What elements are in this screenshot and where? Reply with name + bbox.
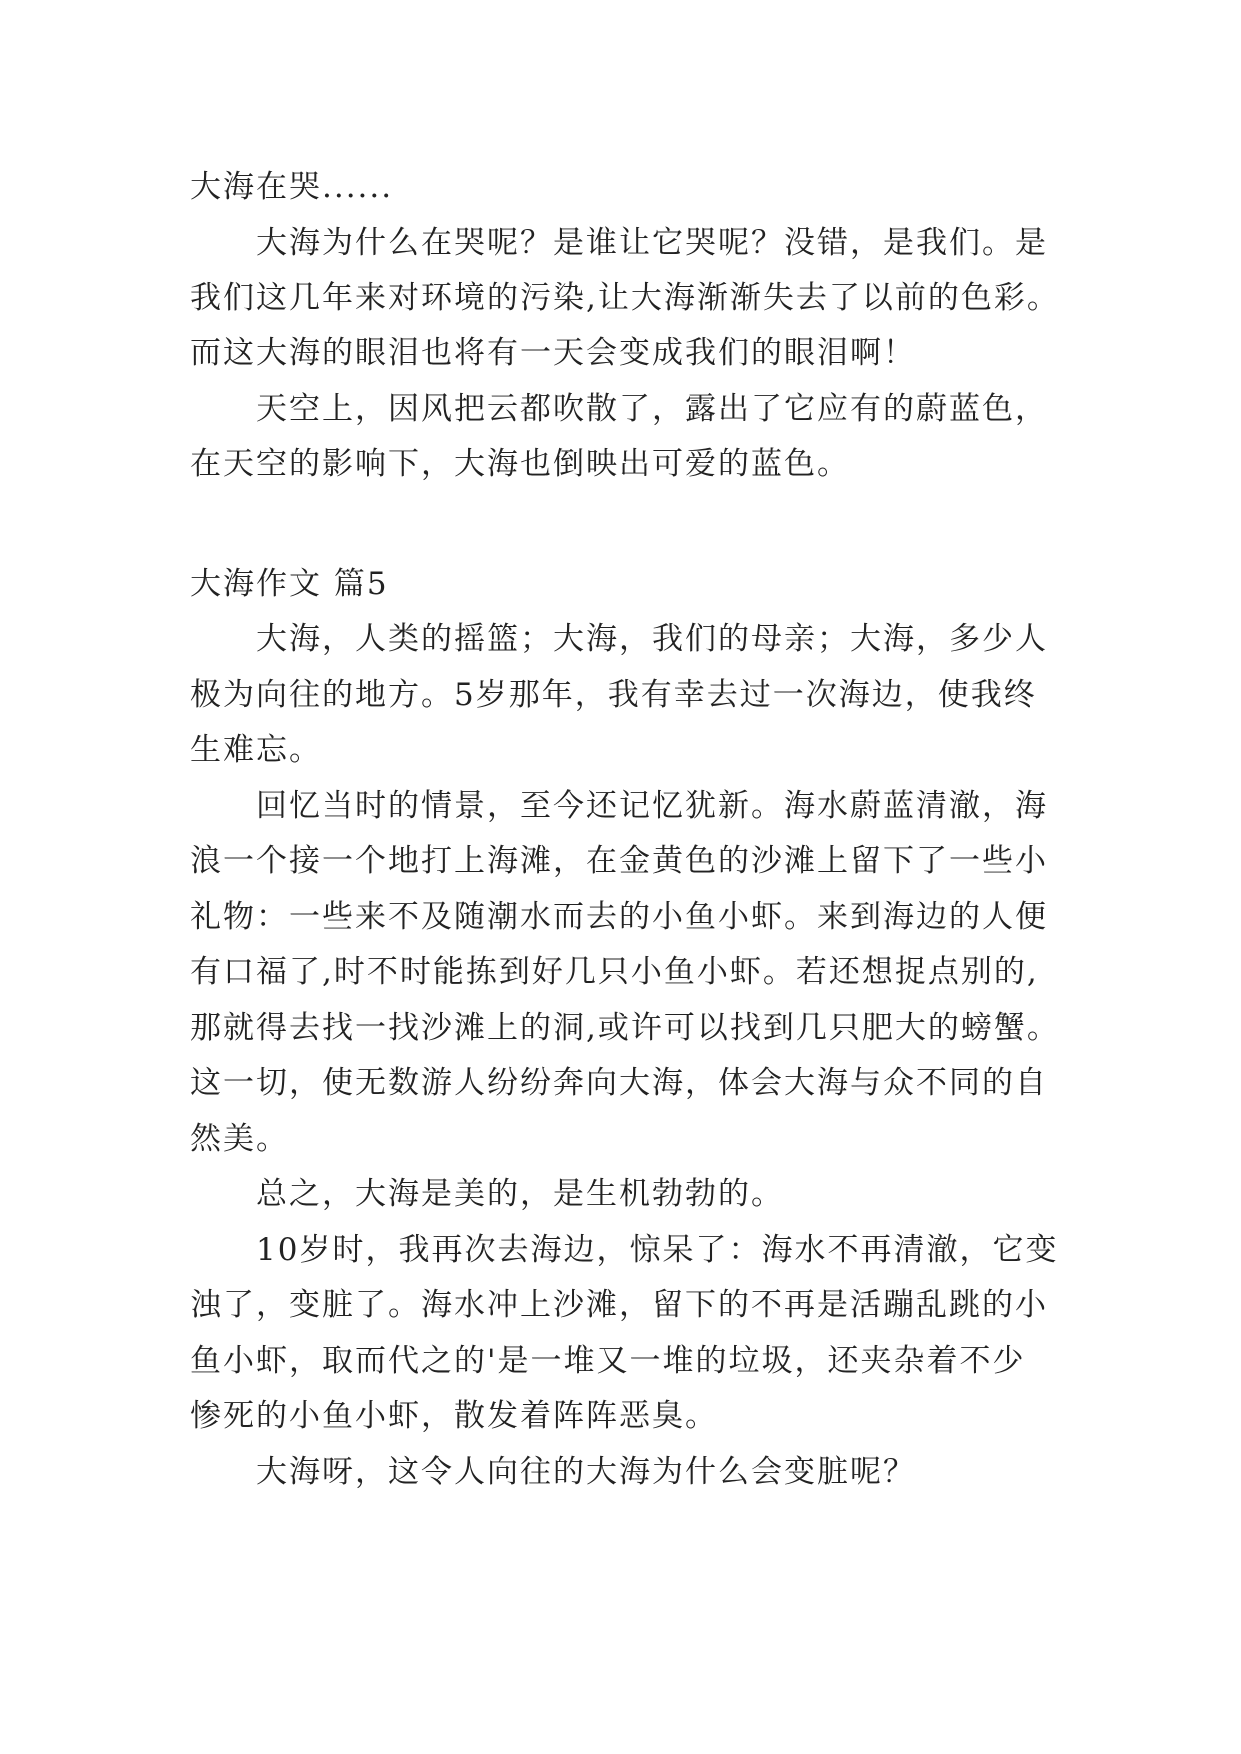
paragraph-first-line: 大海呀，这令人向往的大海为什么会变脏呢？ [256,1454,916,1490]
paragraph-first-line: 总之，大海是美的，是生机勃勃的。 [256,1176,784,1212]
text-line: 那就得去找一找沙滩上的洞,或许可以找到几只肥大的螃蟹。 [190,1010,1060,1046]
text-line: 鱼小虾，取而代之的'是一堆又一堆的垃圾，还夹杂着不少 [190,1343,1026,1379]
text-line: 我们这几年来对环境的污染,让大海渐渐失去了以前的色彩。 [190,280,1060,316]
text-line: 而这大海的眼泪也将有一天会变成我们的眼泪啊！ [190,335,916,371]
paragraph-first-line: 回忆当时的情景，至今还记忆犹新。海水蔚蓝清澈，海 [256,788,1048,824]
text-line: 在天空的影响下，大海也倒映出可爱的蓝色。 [190,446,850,482]
paragraph-first-line: 10岁时，我再次去海边，惊呆了：海水不再清澈，它变 [256,1232,1059,1268]
text-line: 生难忘。 [190,732,322,768]
text-line: 浊了，变脏了。海水冲上沙滩，留下的不再是活蹦乱跳的小 [190,1287,1048,1323]
paragraph-first-line: 大海，人类的摇篮；大海，我们的母亲；大海，多少人 [256,621,1048,657]
text-line: 大海在哭...... [190,169,394,205]
paragraph-first-line: 天空上，因风把云都吹散了，露出了它应有的蔚蓝色， [256,391,1048,427]
text-line: 有口福了,时不时能拣到好几只小鱼小虾。若还想捉点别的, [190,954,1039,990]
text-line: 这一切，使无数游人纷纷奔向大海，体会大海与众不同的自 [190,1065,1048,1101]
text-line: 惨死的小鱼小虾，散发着阵阵恶臭。 [190,1398,718,1434]
paragraph-first-line: 大海为什么在哭呢？是谁让它哭呢？没错，是我们。是 [256,225,1048,261]
text-line: 浪一个接一个地打上海滩，在金黄色的沙滩上留下了一些小 [190,843,1048,879]
section-heading: 大海作文 篇5 [190,566,389,602]
text-line: 然美。 [190,1121,289,1157]
text-line: 礼物：一些来不及随潮水而去的小鱼小虾。来到海边的人便 [190,899,1048,935]
text-line: 极为向往的地方。5岁那年，我有幸去过一次海边，使我终 [190,677,1037,713]
